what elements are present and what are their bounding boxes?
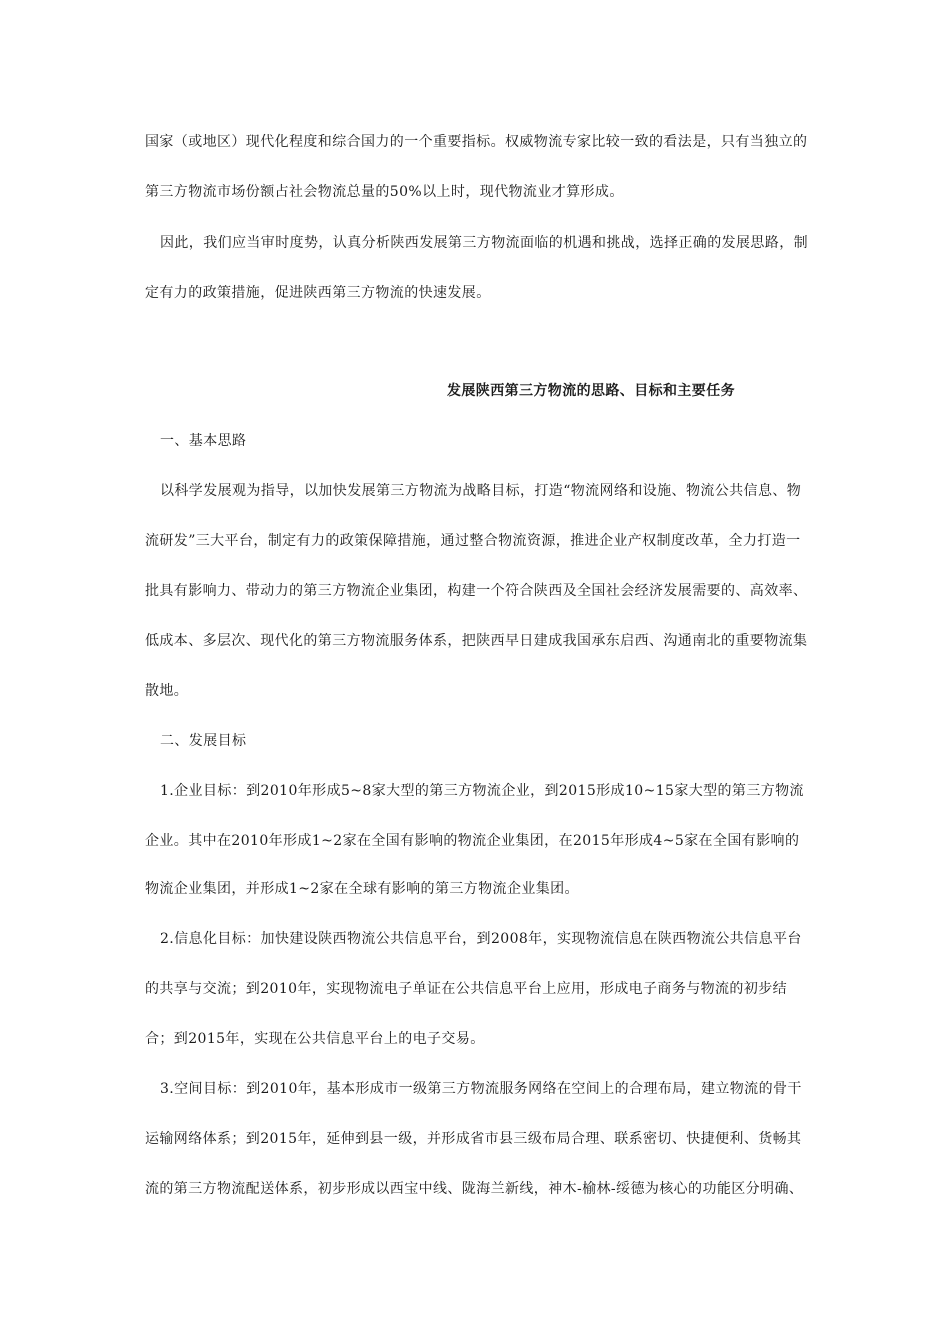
- text-line: 企业。其中在2010年形成1~2家在全国有影响的物流企业集团，在2015年形成4~5家在全国有影响的: [145, 833, 800, 849]
- text-line: 3.空间目标：到2010年，基本形成市一级第三方物流服务网络在空间上的合理布局，建立物流的骨干: [160, 1081, 802, 1097]
- text-line: 国家（或地区）现代化程度和综合国力的一个重要指标。权威物流专家比较一致的看法是，只有当独立的: [145, 134, 808, 150]
- text-line: 低成本、多层次、现代化的第三方物流服务体系，把陕西早日建成我国承东启西、沟通南北的重要物流集: [145, 633, 808, 649]
- text-line: 的共享与交流；到2010年，实现物流电子单证在公共信息平台上应用，形成电子商务与物流的初步结: [145, 981, 788, 997]
- text-line: 因此，我们应当审时度势，认真分析陕西发展第三方物流面临的机遇和挑战，选择正确的发展思路，制: [160, 235, 808, 251]
- text-line: 1.企业目标：到2010年形成5~8家大型的第三方物流企业，到2015形成10~15家大型的第三方物流: [160, 783, 804, 799]
- text-line: 散地。: [145, 683, 189, 699]
- heading-basic-approach: 一、基本思路: [160, 433, 247, 449]
- section-title: 发展陕西第三方物流的思路、目标和主要任务: [447, 383, 735, 399]
- text-line: 2.信息化目标：加快建设陕西物流公共信息平台，到2008年，实现物流信息在陕西物流公共信息平台: [160, 931, 802, 947]
- text-line: 物流企业集团，并形成1~2家在全球有影响的第三方物流企业集团。: [145, 881, 579, 897]
- text-line: 定有力的政策措施，促进陕西第三方物流的快速发展。: [145, 285, 491, 301]
- text-line: 批具有影响力、带动力的第三方物流企业集团，构建一个符合陕西及全国社会经济发展需要的、高效率、: [145, 583, 808, 599]
- text-line: 流研发”三大平台，制定有力的政策保障措施，通过整合物流资源，推进企业产权制度改革，全力打造一: [145, 533, 801, 549]
- text-line: 合；到2015年，实现在公共信息平台上的电子交易。: [145, 1031, 485, 1047]
- text-line: 第三方物流市场份额占社会物流总量的50%以上时，现代物流业才算形成。: [145, 184, 624, 200]
- text-line: 以科学发展观为指导，以加快发展第三方物流为战略目标，打造“物流网络和设施、物流公共信息、物: [160, 483, 802, 499]
- text-line: 流的第三方物流配送体系，初步形成以西宝中线、陇海兰新线，神木-榆林-绥德为核心的功能区分明确、: [145, 1181, 804, 1197]
- heading-development-goals: 二、发展目标: [160, 733, 247, 749]
- text-line: 运输网络体系；到2015年，延伸到县一级，并形成省市县三级布局合理、联系密切、快捷便利、货畅其: [145, 1131, 802, 1147]
